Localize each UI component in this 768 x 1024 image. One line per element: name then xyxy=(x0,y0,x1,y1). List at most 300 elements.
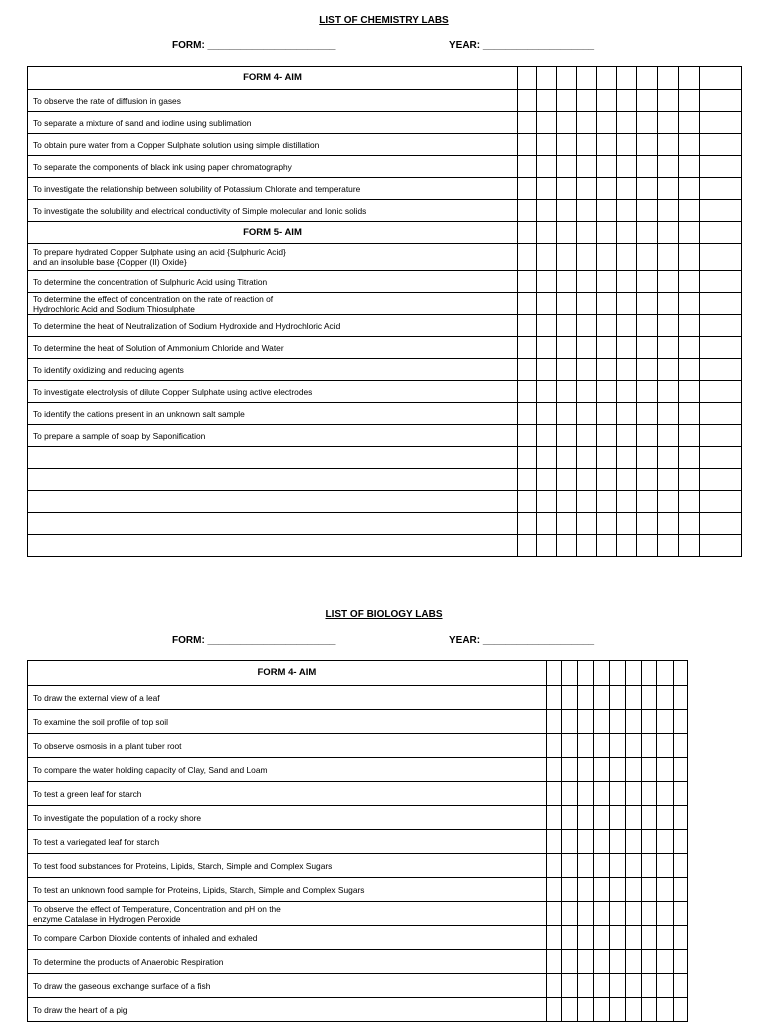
checkbox-cell[interactable] xyxy=(617,491,637,513)
checkbox-cell[interactable] xyxy=(657,998,673,1022)
checkbox-cell[interactable] xyxy=(641,782,656,806)
lab-aim-cell[interactable] xyxy=(28,359,518,381)
checkbox-cell[interactable] xyxy=(673,878,687,902)
checkbox-cell[interactable] xyxy=(658,112,679,134)
lab-aim-cell[interactable] xyxy=(28,315,518,337)
lab-aim-cell[interactable] xyxy=(28,926,547,950)
checkbox-cell[interactable] xyxy=(673,998,687,1022)
lab-aim-cell[interactable] xyxy=(28,854,547,878)
checkbox-cell[interactable] xyxy=(537,178,557,200)
checkbox-cell[interactable] xyxy=(610,686,625,710)
checkbox-cell[interactable] xyxy=(700,513,742,535)
lab-aim-cell[interactable] xyxy=(28,513,518,535)
checkbox-cell[interactable] xyxy=(557,381,577,403)
lab-aim-cell[interactable] xyxy=(28,447,518,469)
checkbox-cell[interactable] xyxy=(537,156,557,178)
checkbox-cell[interactable] xyxy=(641,998,656,1022)
checkbox-cell[interactable] xyxy=(546,758,561,782)
checkbox-cell[interactable] xyxy=(673,926,687,950)
checkbox-cell[interactable] xyxy=(625,661,641,686)
checkbox-cell[interactable] xyxy=(658,293,679,315)
checkbox-cell[interactable] xyxy=(546,902,561,926)
checkbox-cell[interactable] xyxy=(625,710,641,734)
checkbox-cell[interactable] xyxy=(577,244,597,271)
checkbox-cell[interactable] xyxy=(658,200,679,222)
checkbox-cell[interactable] xyxy=(617,513,637,535)
biology-year-field[interactable]: YEAR: ____________________ xyxy=(449,635,595,646)
chemistry-year-field[interactable]: YEAR: ____________________ xyxy=(449,40,595,51)
checkbox-cell[interactable] xyxy=(679,178,700,200)
checkbox-cell[interactable] xyxy=(673,854,687,878)
checkbox-cell[interactable] xyxy=(637,447,658,469)
checkbox-cell[interactable] xyxy=(557,491,577,513)
checkbox-cell[interactable] xyxy=(537,112,557,134)
checkbox-cell[interactable] xyxy=(518,381,537,403)
checkbox-cell[interactable] xyxy=(562,950,578,974)
checkbox-cell[interactable] xyxy=(577,403,597,425)
checkbox-cell[interactable] xyxy=(546,974,561,998)
checkbox-cell[interactable] xyxy=(625,998,641,1022)
checkbox-cell[interactable] xyxy=(700,244,742,271)
checkbox-cell[interactable] xyxy=(641,902,656,926)
checkbox-cell[interactable] xyxy=(700,403,742,425)
checkbox-cell[interactable] xyxy=(617,403,637,425)
checkbox-cell[interactable] xyxy=(597,200,617,222)
checkbox-cell[interactable] xyxy=(641,830,656,854)
lab-aim-cell[interactable] xyxy=(28,403,518,425)
checkbox-cell[interactable] xyxy=(578,661,593,686)
lab-aim-cell[interactable] xyxy=(28,758,547,782)
lab-aim-cell[interactable] xyxy=(28,271,518,293)
lab-aim-cell[interactable] xyxy=(28,293,518,315)
checkbox-cell[interactable] xyxy=(537,244,557,271)
checkbox-cell[interactable] xyxy=(617,535,637,557)
checkbox-cell[interactable] xyxy=(518,403,537,425)
checkbox-cell[interactable] xyxy=(557,535,577,557)
checkbox-cell[interactable] xyxy=(617,222,637,244)
checkbox-cell[interactable] xyxy=(597,67,617,90)
checkbox-cell[interactable] xyxy=(625,974,641,998)
checkbox-cell[interactable] xyxy=(546,710,561,734)
checkbox-cell[interactable] xyxy=(637,271,658,293)
checkbox-cell[interactable] xyxy=(657,902,673,926)
checkbox-cell[interactable] xyxy=(577,271,597,293)
checkbox-cell[interactable] xyxy=(577,359,597,381)
checkbox-cell[interactable] xyxy=(578,926,593,950)
checkbox-cell[interactable] xyxy=(673,830,687,854)
checkbox-cell[interactable] xyxy=(700,67,742,90)
lab-aim-cell[interactable] xyxy=(28,90,518,112)
checkbox-cell[interactable] xyxy=(679,535,700,557)
checkbox-cell[interactable] xyxy=(617,469,637,491)
checkbox-cell[interactable] xyxy=(700,469,742,491)
checkbox-cell[interactable] xyxy=(557,513,577,535)
checkbox-cell[interactable] xyxy=(657,782,673,806)
checkbox-cell[interactable] xyxy=(518,67,537,90)
checkbox-cell[interactable] xyxy=(562,734,578,758)
checkbox-cell[interactable] xyxy=(597,134,617,156)
checkbox-cell[interactable] xyxy=(562,902,578,926)
checkbox-cell[interactable] xyxy=(578,974,593,998)
checkbox-cell[interactable] xyxy=(562,686,578,710)
lab-aim-cell[interactable] xyxy=(28,337,518,359)
lab-aim-cell[interactable] xyxy=(28,902,547,926)
checkbox-cell[interactable] xyxy=(658,244,679,271)
checkbox-cell[interactable] xyxy=(518,200,537,222)
checkbox-cell[interactable] xyxy=(537,222,557,244)
checkbox-cell[interactable] xyxy=(657,854,673,878)
checkbox-cell[interactable] xyxy=(518,359,537,381)
checkbox-cell[interactable] xyxy=(617,447,637,469)
checkbox-cell[interactable] xyxy=(679,359,700,381)
checkbox-cell[interactable] xyxy=(557,200,577,222)
checkbox-cell[interactable] xyxy=(610,854,625,878)
checkbox-cell[interactable] xyxy=(577,178,597,200)
checkbox-cell[interactable] xyxy=(641,758,656,782)
checkbox-cell[interactable] xyxy=(637,222,658,244)
checkbox-cell[interactable] xyxy=(617,112,637,134)
checkbox-cell[interactable] xyxy=(637,90,658,112)
checkbox-cell[interactable] xyxy=(700,425,742,447)
checkbox-cell[interactable] xyxy=(617,90,637,112)
checkbox-cell[interactable] xyxy=(537,425,557,447)
checkbox-cell[interactable] xyxy=(617,244,637,271)
checkbox-cell[interactable] xyxy=(518,425,537,447)
checkbox-cell[interactable] xyxy=(518,315,537,337)
checkbox-cell[interactable] xyxy=(700,337,742,359)
checkbox-cell[interactable] xyxy=(673,686,687,710)
checkbox-cell[interactable] xyxy=(617,337,637,359)
checkbox-cell[interactable] xyxy=(617,200,637,222)
checkbox-cell[interactable] xyxy=(593,950,609,974)
checkbox-cell[interactable] xyxy=(578,734,593,758)
checkbox-cell[interactable] xyxy=(557,156,577,178)
lab-aim-cell[interactable] xyxy=(28,425,518,447)
checkbox-cell[interactable] xyxy=(637,425,658,447)
checkbox-cell[interactable] xyxy=(658,381,679,403)
checkbox-cell[interactable] xyxy=(679,513,700,535)
checkbox-cell[interactable] xyxy=(637,293,658,315)
checkbox-cell[interactable] xyxy=(537,315,557,337)
checkbox-cell[interactable] xyxy=(546,878,561,902)
checkbox-cell[interactable] xyxy=(679,244,700,271)
checkbox-cell[interactable] xyxy=(537,403,557,425)
checkbox-cell[interactable] xyxy=(597,112,617,134)
checkbox-cell[interactable] xyxy=(700,315,742,337)
checkbox-cell[interactable] xyxy=(617,67,637,90)
checkbox-cell[interactable] xyxy=(578,854,593,878)
checkbox-cell[interactable] xyxy=(597,293,617,315)
checkbox-cell[interactable] xyxy=(657,734,673,758)
lab-aim-cell[interactable] xyxy=(28,156,518,178)
checkbox-cell[interactable] xyxy=(597,491,617,513)
checkbox-cell[interactable] xyxy=(557,359,577,381)
lab-aim-cell[interactable] xyxy=(28,782,547,806)
checkbox-cell[interactable] xyxy=(610,902,625,926)
checkbox-cell[interactable] xyxy=(518,271,537,293)
checkbox-cell[interactable] xyxy=(546,734,561,758)
checkbox-cell[interactable] xyxy=(617,425,637,447)
checkbox-cell[interactable] xyxy=(578,830,593,854)
checkbox-cell[interactable] xyxy=(557,293,577,315)
checkbox-cell[interactable] xyxy=(578,758,593,782)
checkbox-cell[interactable] xyxy=(679,337,700,359)
checkbox-cell[interactable] xyxy=(597,156,617,178)
checkbox-cell[interactable] xyxy=(578,782,593,806)
checkbox-cell[interactable] xyxy=(679,200,700,222)
checkbox-cell[interactable] xyxy=(658,337,679,359)
lab-aim-cell[interactable] xyxy=(28,806,547,830)
checkbox-cell[interactable] xyxy=(546,806,561,830)
checkbox-cell[interactable] xyxy=(657,806,673,830)
checkbox-cell[interactable] xyxy=(658,535,679,557)
checkbox-cell[interactable] xyxy=(673,734,687,758)
checkbox-cell[interactable] xyxy=(673,710,687,734)
checkbox-cell[interactable] xyxy=(562,974,578,998)
checkbox-cell[interactable] xyxy=(658,134,679,156)
checkbox-cell[interactable] xyxy=(657,758,673,782)
checkbox-cell[interactable] xyxy=(658,359,679,381)
checkbox-cell[interactable] xyxy=(637,337,658,359)
checkbox-cell[interactable] xyxy=(679,315,700,337)
checkbox-cell[interactable] xyxy=(641,710,656,734)
checkbox-cell[interactable] xyxy=(625,734,641,758)
checkbox-cell[interactable] xyxy=(658,315,679,337)
checkbox-cell[interactable] xyxy=(679,112,700,134)
checkbox-cell[interactable] xyxy=(557,178,577,200)
checkbox-cell[interactable] xyxy=(673,950,687,974)
checkbox-cell[interactable] xyxy=(593,830,609,854)
checkbox-cell[interactable] xyxy=(562,998,578,1022)
checkbox-cell[interactable] xyxy=(518,112,537,134)
checkbox-cell[interactable] xyxy=(637,403,658,425)
checkbox-cell[interactable] xyxy=(597,359,617,381)
checkbox-cell[interactable] xyxy=(537,491,557,513)
checkbox-cell[interactable] xyxy=(557,112,577,134)
checkbox-cell[interactable] xyxy=(577,535,597,557)
checkbox-cell[interactable] xyxy=(597,513,617,535)
checkbox-cell[interactable] xyxy=(546,998,561,1022)
checkbox-cell[interactable] xyxy=(658,67,679,90)
checkbox-cell[interactable] xyxy=(625,806,641,830)
checkbox-cell[interactable] xyxy=(537,271,557,293)
checkbox-cell[interactable] xyxy=(610,974,625,998)
checkbox-cell[interactable] xyxy=(537,469,557,491)
checkbox-cell[interactable] xyxy=(641,686,656,710)
checkbox-cell[interactable] xyxy=(700,200,742,222)
checkbox-cell[interactable] xyxy=(617,178,637,200)
checkbox-cell[interactable] xyxy=(700,447,742,469)
checkbox-cell[interactable] xyxy=(593,902,609,926)
checkbox-cell[interactable] xyxy=(537,447,557,469)
checkbox-cell[interactable] xyxy=(657,878,673,902)
checkbox-cell[interactable] xyxy=(658,156,679,178)
checkbox-cell[interactable] xyxy=(658,491,679,513)
checkbox-cell[interactable] xyxy=(537,90,557,112)
checkbox-cell[interactable] xyxy=(673,661,687,686)
checkbox-cell[interactable] xyxy=(679,271,700,293)
checkbox-cell[interactable] xyxy=(700,381,742,403)
checkbox-cell[interactable] xyxy=(637,315,658,337)
checkbox-cell[interactable] xyxy=(610,734,625,758)
checkbox-cell[interactable] xyxy=(577,337,597,359)
checkbox-cell[interactable] xyxy=(537,359,557,381)
checkbox-cell[interactable] xyxy=(700,134,742,156)
checkbox-cell[interactable] xyxy=(597,403,617,425)
checkbox-cell[interactable] xyxy=(577,156,597,178)
checkbox-cell[interactable] xyxy=(657,950,673,974)
checkbox-cell[interactable] xyxy=(641,974,656,998)
checkbox-cell[interactable] xyxy=(577,513,597,535)
lab-aim-cell[interactable] xyxy=(28,878,547,902)
checkbox-cell[interactable] xyxy=(546,950,561,974)
checkbox-cell[interactable] xyxy=(518,293,537,315)
checkbox-cell[interactable] xyxy=(625,950,641,974)
checkbox-cell[interactable] xyxy=(557,425,577,447)
checkbox-cell[interactable] xyxy=(593,686,609,710)
checkbox-cell[interactable] xyxy=(562,661,578,686)
checkbox-cell[interactable] xyxy=(637,513,658,535)
checkbox-cell[interactable] xyxy=(617,293,637,315)
checkbox-cell[interactable] xyxy=(518,469,537,491)
checkbox-cell[interactable] xyxy=(673,974,687,998)
checkbox-cell[interactable] xyxy=(610,830,625,854)
lab-aim-cell[interactable] xyxy=(28,950,547,974)
lab-aim-cell[interactable] xyxy=(28,974,547,998)
checkbox-cell[interactable] xyxy=(557,67,577,90)
checkbox-cell[interactable] xyxy=(610,950,625,974)
checkbox-cell[interactable] xyxy=(637,156,658,178)
checkbox-cell[interactable] xyxy=(637,134,658,156)
lab-aim-cell[interactable] xyxy=(28,381,518,403)
checkbox-cell[interactable] xyxy=(641,878,656,902)
checkbox-cell[interactable] xyxy=(577,447,597,469)
chemistry-form-field[interactable]: FORM: _______________________ xyxy=(172,40,336,51)
checkbox-cell[interactable] xyxy=(679,222,700,244)
checkbox-cell[interactable] xyxy=(679,134,700,156)
checkbox-cell[interactable] xyxy=(546,926,561,950)
checkbox-cell[interactable] xyxy=(637,178,658,200)
checkbox-cell[interactable] xyxy=(637,67,658,90)
checkbox-cell[interactable] xyxy=(593,998,609,1022)
checkbox-cell[interactable] xyxy=(577,200,597,222)
checkbox-cell[interactable] xyxy=(679,67,700,90)
checkbox-cell[interactable] xyxy=(546,830,561,854)
checkbox-cell[interactable] xyxy=(562,806,578,830)
checkbox-cell[interactable] xyxy=(625,854,641,878)
checkbox-cell[interactable] xyxy=(562,926,578,950)
checkbox-cell[interactable] xyxy=(557,271,577,293)
checkbox-cell[interactable] xyxy=(557,244,577,271)
checkbox-cell[interactable] xyxy=(597,315,617,337)
checkbox-cell[interactable] xyxy=(518,447,537,469)
lab-aim-cell[interactable] xyxy=(28,734,547,758)
checkbox-cell[interactable] xyxy=(577,134,597,156)
checkbox-cell[interactable] xyxy=(610,661,625,686)
checkbox-cell[interactable] xyxy=(518,337,537,359)
checkbox-cell[interactable] xyxy=(617,381,637,403)
checkbox-cell[interactable] xyxy=(658,403,679,425)
checkbox-cell[interactable] xyxy=(658,469,679,491)
checkbox-cell[interactable] xyxy=(578,686,593,710)
checkbox-cell[interactable] xyxy=(518,90,537,112)
lab-aim-cell[interactable] xyxy=(28,112,518,134)
checkbox-cell[interactable] xyxy=(657,661,673,686)
checkbox-cell[interactable] xyxy=(562,878,578,902)
checkbox-cell[interactable] xyxy=(578,878,593,902)
checkbox-cell[interactable] xyxy=(679,293,700,315)
checkbox-cell[interactable] xyxy=(562,758,578,782)
checkbox-cell[interactable] xyxy=(518,222,537,244)
checkbox-cell[interactable] xyxy=(673,758,687,782)
checkbox-cell[interactable] xyxy=(578,806,593,830)
checkbox-cell[interactable] xyxy=(700,535,742,557)
checkbox-cell[interactable] xyxy=(610,878,625,902)
checkbox-cell[interactable] xyxy=(597,222,617,244)
checkbox-cell[interactable] xyxy=(597,178,617,200)
checkbox-cell[interactable] xyxy=(700,359,742,381)
checkbox-cell[interactable] xyxy=(557,403,577,425)
checkbox-cell[interactable] xyxy=(578,710,593,734)
checkbox-cell[interactable] xyxy=(562,854,578,878)
checkbox-cell[interactable] xyxy=(557,90,577,112)
lab-aim-cell[interactable] xyxy=(28,535,518,557)
checkbox-cell[interactable] xyxy=(625,902,641,926)
checkbox-cell[interactable] xyxy=(625,782,641,806)
checkbox-cell[interactable] xyxy=(637,535,658,557)
checkbox-cell[interactable] xyxy=(673,902,687,926)
checkbox-cell[interactable] xyxy=(537,381,557,403)
checkbox-cell[interactable] xyxy=(658,271,679,293)
checkbox-cell[interactable] xyxy=(577,293,597,315)
checkbox-cell[interactable] xyxy=(641,950,656,974)
checkbox-cell[interactable] xyxy=(597,90,617,112)
checkbox-cell[interactable] xyxy=(610,926,625,950)
checkbox-cell[interactable] xyxy=(577,112,597,134)
lab-aim-cell[interactable] xyxy=(28,686,547,710)
checkbox-cell[interactable] xyxy=(577,315,597,337)
checkbox-cell[interactable] xyxy=(625,926,641,950)
checkbox-cell[interactable] xyxy=(577,491,597,513)
checkbox-cell[interactable] xyxy=(700,222,742,244)
checkbox-cell[interactable] xyxy=(537,200,557,222)
checkbox-cell[interactable] xyxy=(597,447,617,469)
checkbox-cell[interactable] xyxy=(673,806,687,830)
checkbox-cell[interactable] xyxy=(617,134,637,156)
checkbox-cell[interactable] xyxy=(562,782,578,806)
checkbox-cell[interactable] xyxy=(557,447,577,469)
checkbox-cell[interactable] xyxy=(657,926,673,950)
checkbox-cell[interactable] xyxy=(658,513,679,535)
checkbox-cell[interactable] xyxy=(557,315,577,337)
checkbox-cell[interactable] xyxy=(597,469,617,491)
checkbox-cell[interactable] xyxy=(577,67,597,90)
checkbox-cell[interactable] xyxy=(673,782,687,806)
checkbox-cell[interactable] xyxy=(610,758,625,782)
checkbox-cell[interactable] xyxy=(518,178,537,200)
checkbox-cell[interactable] xyxy=(679,469,700,491)
checkbox-cell[interactable] xyxy=(537,535,557,557)
checkbox-cell[interactable] xyxy=(537,134,557,156)
checkbox-cell[interactable] xyxy=(679,90,700,112)
checkbox-cell[interactable] xyxy=(700,293,742,315)
checkbox-cell[interactable] xyxy=(597,425,617,447)
checkbox-cell[interactable] xyxy=(658,178,679,200)
checkbox-cell[interactable] xyxy=(518,244,537,271)
checkbox-cell[interactable] xyxy=(657,710,673,734)
checkbox-cell[interactable] xyxy=(597,244,617,271)
checkbox-cell[interactable] xyxy=(557,469,577,491)
